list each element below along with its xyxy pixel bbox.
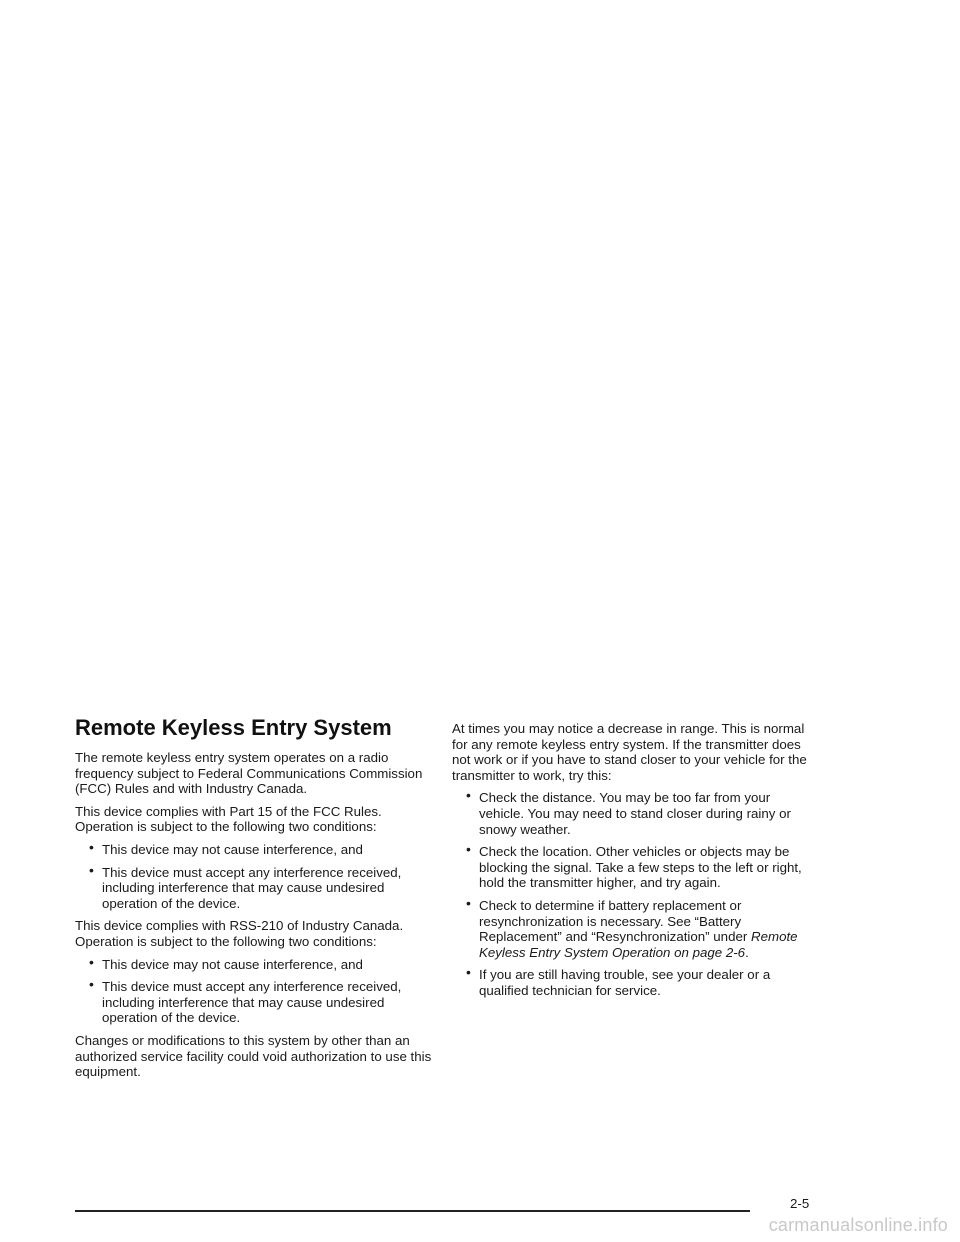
list-item: • This device may not cause interference, and [89, 953, 363, 972]
bullet-icon: • [466, 964, 471, 981]
bullet-icon: • [89, 838, 94, 855]
fcc-conditions-list [75, 838, 437, 911]
footer-divider [75, 1210, 750, 1212]
intro-paragraph: The remote keyless entry system operates on a radio frequency subject to Federal Communications Commission (FCC) Rules and with Industry Canada. [75, 750, 423, 797]
list-item: • This device must accept any interference received, including interference that may cause undesired operation of the device. [89, 976, 402, 1026]
troubleshooting-list [452, 787, 814, 998]
right-column [452, 721, 814, 1006]
changes-paragraph: Changes or modifications to this system by other than an authorized service facility could void authorization to use this equipment. [75, 1032, 432, 1080]
list-item: • If you are still having trouble, see your dealer or a qualified technician for service. [466, 964, 771, 998]
range-paragraph: At times you may notice a decrease in range. This is normal for any remote keyless entry system. If the transmitter does not work or if you have to stand closer to your vehicle for the transmitter to work, try this: [452, 721, 807, 783]
list-item: • Check the distance. You may be too far from your vehicle. You may need to stand closer during rainy or snowy weather. [466, 787, 791, 837]
bullet-icon: • [466, 894, 471, 911]
list-item: • Check the location. Other vehicles or objects may be blocking the signal. Take a few steps to the left or right, hold the transmitter higher, and try again. [466, 841, 802, 891]
list-item: • This device must accept any interference received, including interference that may cause undesired operation of the device. [89, 861, 402, 911]
list-item: • Check to determine if battery replacement or resynchronization is necessary. See “Battery Replacement” and “Resynchronization” under Remote Keyless Entry System Operation on page 2-6. [466, 894, 798, 960]
cross-reference-link[interactable]: Remote Keyless Entry System Operation on page 2-6 [479, 929, 798, 960]
section-title: Remote Keyless Entry System [75, 715, 392, 740]
bullet-icon: • [466, 787, 471, 804]
rss-conditions-list [75, 953, 437, 1026]
bullet-icon: • [89, 976, 94, 993]
page-number: 2-5 [790, 1196, 810, 1211]
bullet-icon: • [466, 841, 471, 858]
watermark: carmanualsonline.info [768, 1215, 948, 1235]
bullet-icon: • [89, 953, 94, 970]
bullet-icon: • [89, 861, 94, 878]
fcc-paragraph: This device complies with Part 15 of the FCC Rules. Operation is subject to the following two conditions: [75, 803, 382, 835]
rss-paragraph: This device complies with RSS-210 of Industry Canada. Operation is subject to the following two conditions: [75, 918, 404, 949]
list-item: • This device may not cause interference, and [89, 838, 363, 857]
left-column [75, 715, 437, 1087]
